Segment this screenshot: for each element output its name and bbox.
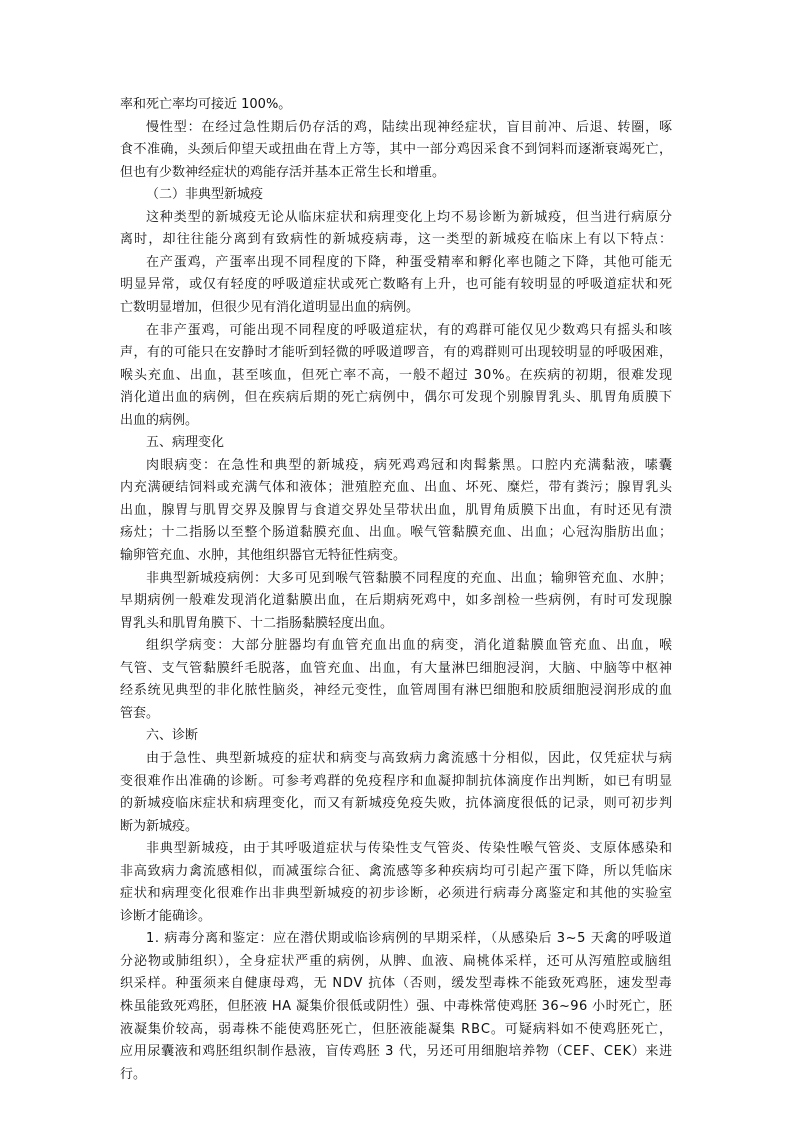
text-line: 内充满硬结饲料或充满气体和液体；泄殖腔充血、出血、坏死、糜烂，带有粪污；腺胃乳头 bbox=[120, 480, 673, 495]
section-heading: （二）非典型新城疫 bbox=[146, 187, 264, 202]
text-line: 食不准确，头颈后仰望天或扭曲在背上方等，其中一部分鸡因采食不到饲料而逐渐衰竭死亡， bbox=[120, 142, 673, 157]
text-line: 液凝集价较高，弱毒株不能使鸡胚死亡，但胚液能凝集 RBC。可疑病料如不使鸡胚死亡， bbox=[120, 1022, 673, 1037]
text-line: 肉眼病变：在急性和典型的新城疫，病死鸡鸡冠和肉髯紫黑。口腔内充满黏液，嗉囊 bbox=[146, 458, 674, 473]
text-line: 组织学病变：大部分脏器均有血管充血出血的病变，消化道黏膜血管充血、出血，喉 bbox=[146, 638, 674, 653]
text-line: 1. 病毒分离和鉴定：应在潜伏期或临诊病例的早期采样，（从感染后 3~5 天禽的呼吸道 bbox=[146, 931, 673, 946]
text-line: 喉头充血、出血，甚至咳血，但死亡率不高，一般不超过 30%。在疾病的初期，很难发现 bbox=[120, 368, 673, 383]
text-line: 早期病例一般难发现消化道黏膜出血，在后期病死鸡中，如多剖检一些病例，有时可发现腺 bbox=[120, 593, 673, 608]
text-line: 变很难作出准确的诊断。可参考鸡群的免疫程序和血凝抑制抗体滴度作出判断，如已有明显 bbox=[120, 774, 673, 789]
text-line: 声，有的可能只在安静时才能听到轻微的呼吸道啰音，有的鸡群则可出现较明显的呼吸困难， bbox=[120, 345, 673, 360]
text-line: 分泌物或肺组织），全身症状严重的病例，从脾、血液、扁桃体采样，还可从泻殖腔或脑组 bbox=[120, 954, 673, 969]
text-line: 非典型新城疫病例：大多可见到喉气管黏膜不同程度的充血、出血；输卵管充血、水肿； bbox=[146, 571, 673, 586]
text-line: 离时，却往往能分离到有致病性的新城疫病毒，这一类型的新城疫在临床上有以下特点： bbox=[120, 232, 674, 247]
text-line: 非典型新城疫，由于其呼吸道症状与传染性支气管炎、传染性喉气管炎、支原体感染和 bbox=[146, 841, 673, 856]
text-line: 非高致病力禽流感相似，而减蛋综合征、禽流感等多种疾病均可引起产蛋下降，所以凭临床 bbox=[120, 864, 673, 879]
text-line: 由于急性、典型新城疫的症状和病变与高致病力禽流感十分相似，因此，仅凭症状与病 bbox=[146, 751, 673, 766]
text-line: 应用尿囊液和鸡胚组织制作悬液，盲传鸡胚 3 代，另还可用细胞培养物（CEF、CEK）来进 bbox=[120, 1044, 673, 1059]
text-line: 但也有少数神经症状的鸡能存活并基本正常生长和增重。 bbox=[120, 165, 446, 180]
text-line: 在产蛋鸡，产蛋率出现不同程度的下降，种蛋受精率和孵化率也随之下降，其他可能无 bbox=[146, 255, 673, 270]
text-line: 在非产蛋鸡，可能出现不同程度的呼吸道症状，有的鸡群可能仅见少数鸡只有摇头和咳 bbox=[146, 323, 673, 338]
text-line: 输卵管充血、水肿，其他组织器官无特征性病变。 bbox=[120, 548, 407, 563]
section-heading: 五、病理变化 bbox=[146, 435, 225, 450]
text-line: 出血，腺胃与肌胃交界及腺胃与食道交界处呈带状出血，肌胃角质膜下出血，有时还见有溃 bbox=[120, 503, 673, 518]
text-line: 织采样。种蛋须来自健康母鸡，无 NDV 抗体（否则，缓发型毒株不能致死鸡胚，速发型毒 bbox=[120, 976, 673, 991]
text-line: 率和死亡率均可接近 100%。 bbox=[120, 97, 292, 112]
text-line: 疡灶；十二指肠以至整个肠道黏膜充血、出血。喉气管黏膜充血、出血；心冠沟脂肪出血； bbox=[120, 525, 673, 540]
text-line: 气管、支气管黏膜纤毛脱落，血管充血、出血，有大量淋巴细胞浸润，大脑、中脑等中枢神 bbox=[120, 661, 673, 676]
text-line: 断为新城疫。 bbox=[120, 819, 199, 834]
text-line: 诊断才能确诊。 bbox=[120, 909, 212, 924]
text-line: 的新城疫临床症状和病理变化，而又有新城疫免疫失败，抗体滴度很低的记录，则可初步判 bbox=[120, 796, 673, 811]
text-line: 慢性型：在经过急性期后仍存活的鸡，陆续出现神经症状，盲目前冲、后退、转圈，啄 bbox=[146, 120, 673, 135]
text-line: 经系统见典型的非化脓性脑炎，神经元变性，血管周围有淋巴细胞和胶质细胞浸润形成的血 bbox=[120, 683, 673, 698]
text-line: 这种类型的新城疫无论从临床症状和病理变化上均不易诊断为新城疫，但当进行病原分 bbox=[146, 210, 673, 225]
text-line: 行。 bbox=[120, 1067, 147, 1082]
section-heading: 六、诊断 bbox=[146, 728, 199, 743]
text-line: 亡数明显增加，但很少见有消化道明显出血的病例。 bbox=[120, 300, 420, 315]
text-line: 消化道出血的病例，但在疾病后期的死亡病例中，偶尔可发现个别腺胃乳头、肌胃角质膜下 bbox=[120, 390, 673, 405]
text-line: 明显异常，或仅有轻度的呼吸道症状或死亡数略有上升，也可能有较明显的呼吸道症状和死 bbox=[120, 277, 673, 292]
text-line: 出血的病例。 bbox=[120, 413, 199, 428]
text-line: 胃乳头和肌胃角膜下、十二指肠黏膜轻度出血。 bbox=[120, 616, 394, 631]
text-line: 株虽能致死鸡胚，但胚液 HA 凝集价很低或阴性）强、中毒株常使鸡胚 36~96 小时死亡，胚 bbox=[120, 999, 673, 1014]
text-line: 管套。 bbox=[120, 706, 160, 721]
text-line: 症状和病理变化很难作出非典型新城疫的初步诊断，必须进行病毒分离鉴定和其他的实验室 bbox=[120, 886, 673, 901]
